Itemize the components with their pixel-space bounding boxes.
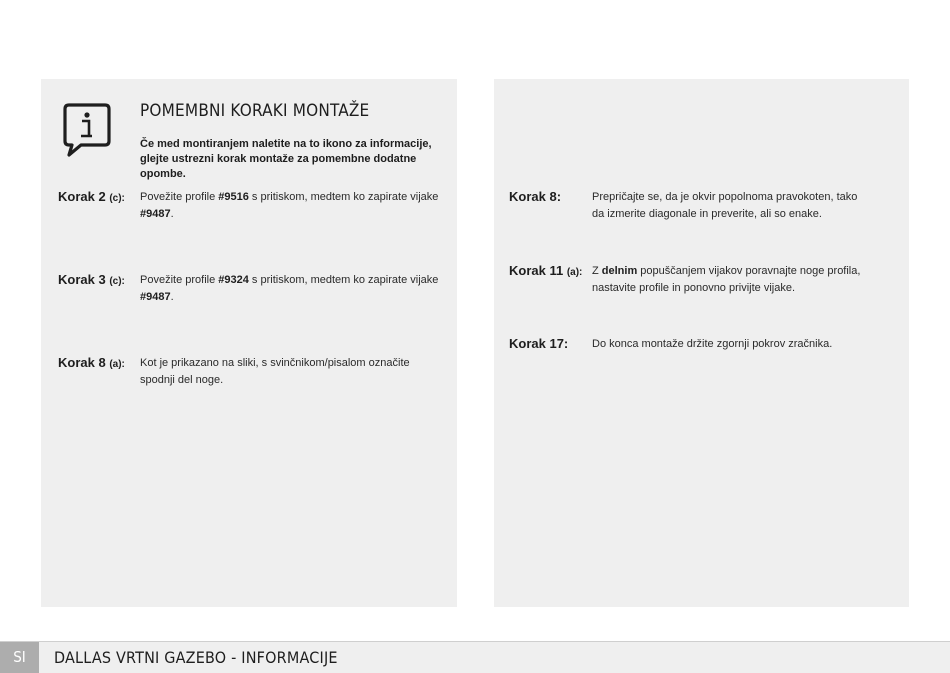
step-text: Povežite profile #9516 s pritiskom, medtem ko zapirate vijake #9487.	[140, 191, 439, 220]
step-label: Korak 11 (a):	[509, 263, 583, 278]
step-text: Povežite profile #9324 s pritiskom, medtem ko zapirate vijake #9487.	[140, 274, 439, 303]
step-label: Korak 3 (c):	[58, 272, 125, 287]
intro-text	[140, 137, 460, 182]
step-label: Korak 2 (c):	[58, 189, 125, 204]
step-text: Z delnim popuščanjem vijakov poravnajte noge profila, nastavite profile in ponovno privijte vijake.	[592, 265, 861, 294]
intro-line-2: glejte ustrezni korak montaže za pomembne dodatne opombe.	[140, 153, 417, 180]
footer-title: DALLAS VRTNI GAZEBO - INFORMACIJE	[54, 648, 338, 667]
step-label: Korak 8:	[509, 189, 562, 204]
step-label: Korak 17:	[509, 336, 569, 351]
footer-bar	[0, 641, 950, 673]
step-text: Kot je prikazano na sliki, s svinčnikom/pisalom označite spodnji del noge.	[140, 357, 410, 386]
step-text: Do konca montaže držite zgornji pokrov zračnika.	[592, 338, 833, 350]
left-panel	[41, 79, 457, 607]
section-heading: POMEMBNI KORAKI MONTAŽE	[140, 101, 370, 121]
info-speech-bubble-icon	[61, 101, 113, 157]
intro-line-1: Če med montiranjem naletite na to ikono za informacije,	[140, 138, 432, 150]
step-label: Korak 8 (a):	[58, 355, 125, 370]
right-panel	[494, 79, 909, 607]
step-text: Prepričajte se, da je okvir popolnoma pravokoten, tako da izmerite diagonale in preverite, ali so enake.	[592, 191, 858, 220]
language-tab: SI	[0, 642, 39, 673]
